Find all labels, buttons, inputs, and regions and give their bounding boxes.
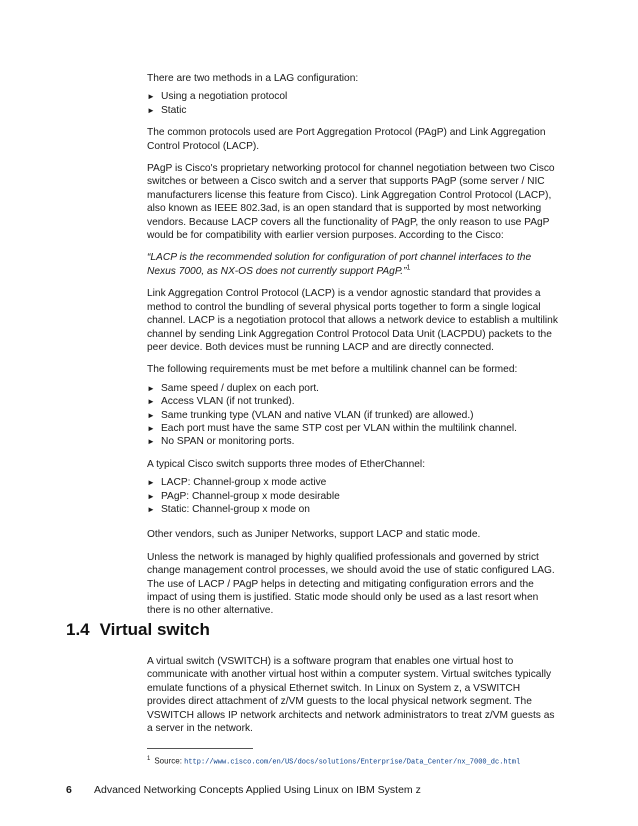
list-item: ► Static: Channel-group x mode on	[147, 503, 310, 515]
section-heading	[66, 620, 210, 640]
list-item: ► Using a negotiation protocol	[147, 91, 288, 103]
cisco-quote: “LACP is the recommended solution for configuration of port channel interfaces to the Nexus 7000, as NX-OS does not currently support PAgP.”$^1$	[147, 252, 532, 277]
section-number: 1.4	[66, 620, 90, 639]
list-item: ► Each port must have the same STP cost per VLAN within the multilink channel.	[147, 422, 517, 434]
list-item: ► Same trunking type (VLAN and native VLAN (if trunked) are allowed.)	[147, 409, 474, 421]
section-body	[147, 655, 560, 735]
section-title: Virtual switch	[99, 620, 210, 639]
intro-paragraph: There are two methods in a LAG configuration:	[147, 73, 359, 84]
footnote-label: Source:	[154, 756, 182, 766]
bullet-icon: ►	[147, 491, 155, 501]
list-item: ► No SPAN or monitoring ports.	[147, 436, 295, 448]
list-item: ► PAgP: Channel-group x mode desirable	[147, 490, 340, 502]
list-item: ► Access VLAN (if not trunked).	[147, 396, 295, 408]
footnote-divider	[147, 748, 253, 749]
list-item: ► LACP: Channel-group x mode active	[147, 477, 327, 489]
bullet-icon: ►	[147, 410, 155, 420]
page-number: 6	[66, 784, 72, 796]
pagp-paragraph: PAgP is Cisco's proprietary networking protocol for channel negotiation between two Cisco switches or between a Cisco switch and a server that supports PAgP (some server / NIC manufacturers license this feature from Cisco). Link Aggregation Control Protocol (LACP), also known as IEEE 802.3ad, is an open standard that is supported by most networking vendors. Because LACP covers all the functionality of PAgP, the only reason to use PAgP would be for compatibility with earlier version purposes. According to the Cisco:	[147, 163, 555, 242]
modes-list	[147, 476, 560, 516]
footnote-link[interactable]: http://www.cisco.com/en/US/docs/solutions/Enterprise/Data_Center/nx_7000_dc.html	[184, 758, 521, 767]
bullet-icon: ►	[147, 437, 155, 447]
bullet-icon: ►	[147, 92, 155, 102]
bullet-icon: ►	[147, 105, 155, 115]
bullet-icon: ►	[147, 478, 155, 488]
requirements-list	[147, 382, 560, 449]
page-footer	[66, 784, 421, 796]
footnote-reference[interactable]: 1	[406, 264, 411, 272]
bullet-icon: ►	[147, 423, 155, 433]
modes-intro: A typical Cisco switch supports three modes of EtherChannel:	[147, 458, 426, 470]
list-item: ► Same speed / duplex on each port.	[147, 382, 320, 394]
footnote	[147, 754, 520, 769]
common-protocols-paragraph: The common protocols used are Port Aggregation Protocol (PAgP) and Link Aggregation Control Protocol (LACP).	[147, 127, 546, 152]
lacp-paragraph: Link Aggregation Control Protocol (LACP) is a vendor agnostic standard that provides a method to control the bundling of several physical ports together to form a single logical channel. LACP is a negotiation protocol that allows a network device to establish a multilink channel by sending Link Aggregation Control Protocol Data Unit (LACPDU) packets to the peer device. Both devices must be running LACP and are directly connected.	[147, 288, 558, 353]
list-item: ► Static	[147, 104, 187, 116]
bullet-icon: ►	[147, 504, 155, 514]
methods-list	[147, 90, 560, 117]
bullet-icon: ►	[147, 383, 155, 393]
body-column	[147, 72, 560, 618]
book-title: Advanced Networking Concepts Applied Using Linux on IBM System z	[94, 784, 421, 796]
requirements-intro: The following requirements must be met before a multilink channel can be formed:	[147, 364, 518, 376]
bullet-icon: ►	[147, 397, 155, 407]
other-vendors-paragraph: Other vendors, such as Juniper Networks, support LACP and static mode.	[147, 529, 481, 541]
footnote-mark: 1	[147, 756, 151, 762]
unless-paragraph: Unless the network is managed by highly qualified professionals and governed by strict change management control processes, we should avoid the use of static configured LAG. The use of LACP / PAgP helps in detecting and mitigating configuration errors and the impact of using them is justified. Static mode should only be used as a last resort when there is no other alternative.	[147, 551, 555, 617]
virtual-switch-paragraph: A virtual switch (VSWITCH) is a software program that enables one virtual host to communicate with another virtual host within a computer system. Virtual switches typically emulate functions of a physical Ethernet switch. In Linux on System z, a VSWITCH provides direct attachment of z/VM guests to the local physical network segment. The VSWITCH allows IP network architects and network administrators to treat z/VM guests as a server in the network.	[147, 656, 555, 735]
